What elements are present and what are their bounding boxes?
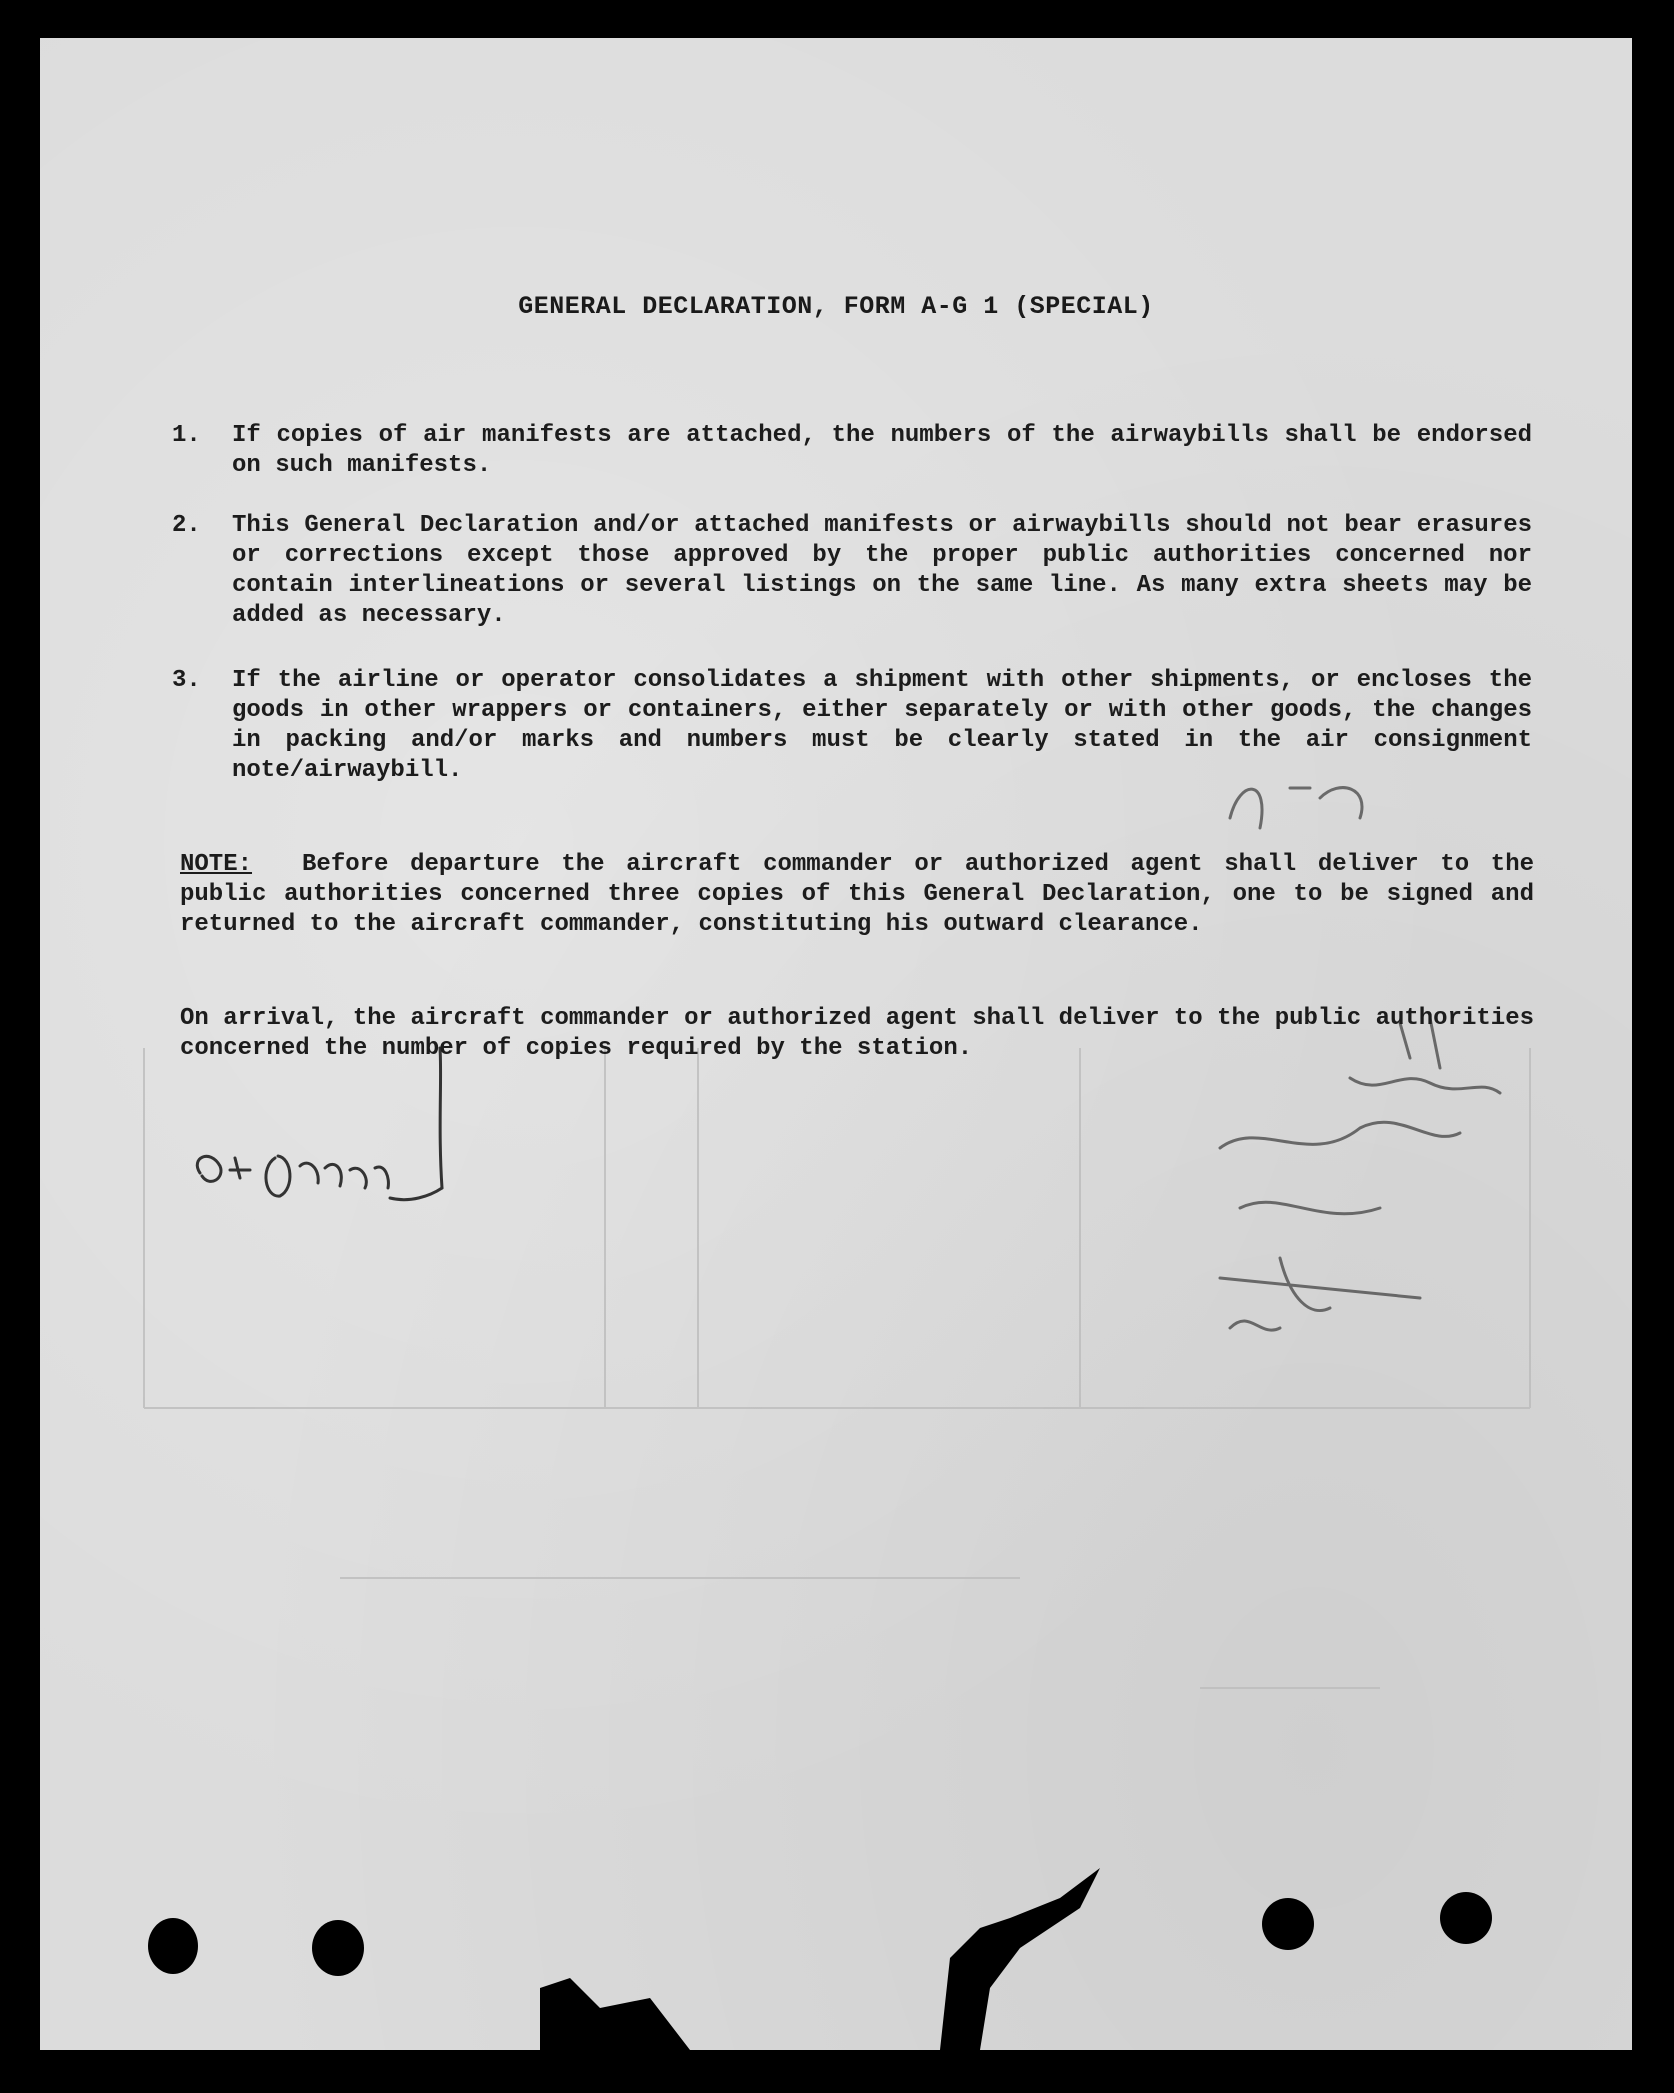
note-paragraph <box>180 850 1534 940</box>
punch-hole-3 <box>1262 1898 1314 1950</box>
list-item-1 <box>172 421 1532 481</box>
item-text: If the airline or operator consolidates a shipment with other shipments, or encloses the goods in other wrappers or containers, either separately or with other goods, the changes in packing and/or marks and numbers must be clearly stated in the air consignment note/airwaybill. <box>232 667 1532 784</box>
list-item-3 <box>172 666 1532 786</box>
item-number: 3. <box>172 667 201 694</box>
arrival-paragraph: On arrival, the aircraft commander or authorized agent shall deliver to the public authorities concerned the number of copies required by the station. <box>180 1005 1534 1062</box>
punch-hole-2 <box>312 1920 364 1976</box>
punch-hole-4 <box>1440 1892 1492 1944</box>
note-label: NOTE: <box>180 851 253 878</box>
list-item-2 <box>172 511 1532 631</box>
handwritten-signature-left <box>180 1038 520 1228</box>
item-number: 2. <box>172 512 201 539</box>
document-title: GENERAL DECLARATION, FORM A-G 1 (SPECIAL) <box>518 292 1154 321</box>
item-text: If copies of air manifests are attached, the numbers of the airwaybills shall be endorsed on such manifests. <box>232 422 1532 479</box>
note-text: Before departure the aircraft commander or authorized agent shall deliver to the public authorities concerned three copies of this General Declaration, one to be signed and returned to the aircraft commander, constituting his outward clearance. <box>180 851 1534 938</box>
document-page <box>40 38 1632 2050</box>
punch-hole-1 <box>148 1918 198 1974</box>
torn-edge <box>540 1838 1240 2050</box>
item-text: This General Declaration and/or attached manifests or airwaybills should not bear erasures or corrections except those approved by the proper public authorities concerned nor contain interlineations or several listings on the same line. As many extra sheets may be added as necessary. <box>232 512 1532 629</box>
item-number: 1. <box>172 422 201 449</box>
